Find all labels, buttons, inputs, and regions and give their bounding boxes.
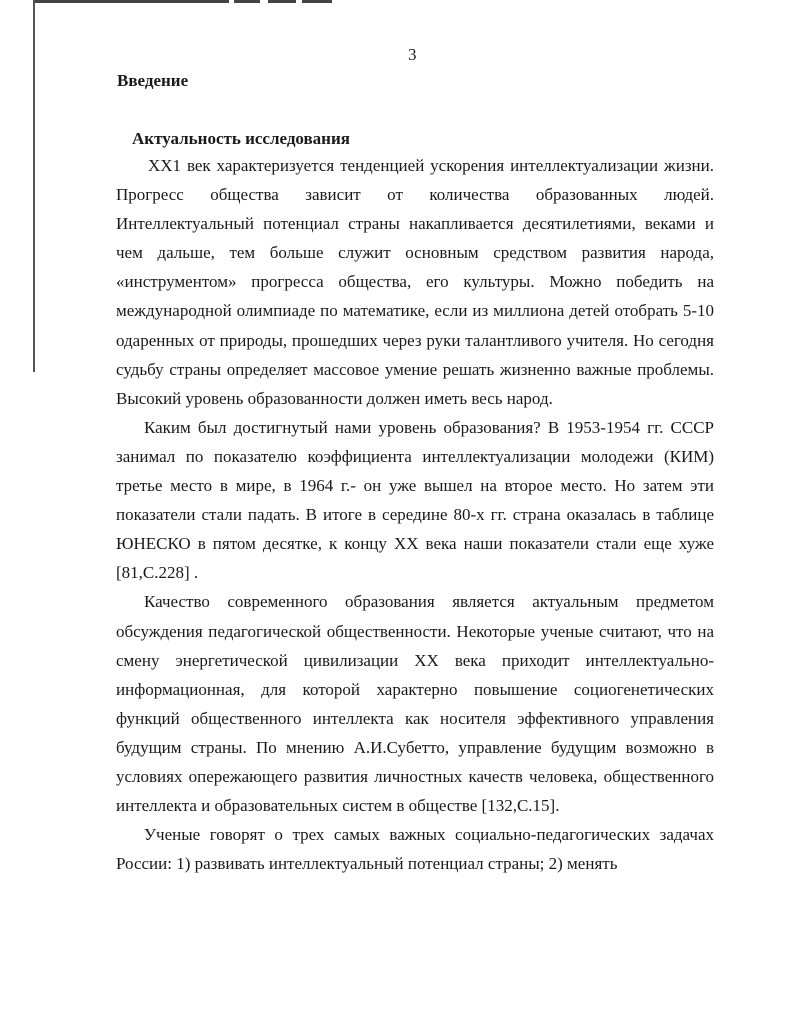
body-text <box>116 151 714 878</box>
section-heading-introduction: Введение <box>117 71 189 90</box>
paragraph-4: Ученые говорят о трех самых важных социально-педагогических задачах России: 1) развивать интеллектуальный потенциал страны; 2) менять <box>116 825 714 874</box>
scan-edge-top <box>34 0 334 3</box>
paragraph-3: Качество современного образования является актуальным предметом обсуждения педагогической общественности. Некоторые ученые считают, что на смену энергетической цивилизации XX века приходит интеллектуально-информационная, для которой характерно повышение социогенетических функций общественного интеллекта как носителя эффективного управления будущим страны. По мнению А.И.Субетто, управление будущим возможно в условиях опережающего развития личностных качеств человека, общественного интеллекта и образовательных систем в обществе [132,С.15]. <box>116 592 714 816</box>
paragraph-2: Каким был достигнутый нами уровень образования? В 1953-1954 гг. СССР занимал по показателю коэффициента интеллектуализации молодежи (КИМ) третье место в мире, в 1964 г.- он уже вышел на второе место. Но затем эти показатели стали падать. В итоге в середине 80-х гг. страна оказалась в таблице ЮНЕСКО в пятом десятке, к концу XX века наши показатели стали еще хуже [81,С.228] . <box>116 417 714 583</box>
page-number: 3 <box>408 45 417 64</box>
subsection-heading-relevance: Актуальность исследования <box>132 129 350 148</box>
paragraph-1: XX1 век характеризуется тенденцией ускорения интеллектуализации жизни. Прогресс общества зависит от количества образованных людей. Интеллектуальный потенциал страны накапливается десятилетиями, веками и чем дальше, тем больше служит основным средством развития народа, «инструментом» прогресса общества, его культуры. Можно победить на международной олимпиаде по математике, если из миллиона детей отобрать 5-10 одаренных от природы, прошедших через руки талантливого учителя. Но сегодня судьбу страны определяет массовое умение решать жизненно важные проблемы. Высокий уровень образованности должен иметь весь народ. <box>116 156 714 408</box>
scan-edge-left <box>33 0 35 372</box>
